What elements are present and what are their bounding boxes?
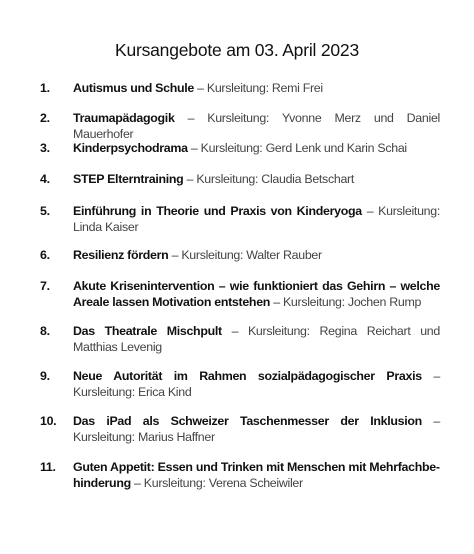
course-item [40,247,440,263]
course-title: Akute Krisenintervention – wie funktioniert das Gehirn – welche Areale lassen Motivation entstehen [73,279,440,309]
course-lead: Kursleitung: Linda Kaiser [73,204,440,234]
course-item [40,413,440,445]
course-number: 1. [40,81,50,95]
separator: – [421,414,440,428]
course-lead: Kursleitung: Jochen Rump [282,295,422,309]
course-title: Neue Autorität im Rahmen sozialpädagogischer Praxis [73,369,422,383]
course-number: 8. [40,324,50,338]
course-number: 2. [40,111,50,125]
course-title: Autismus und Schule [73,81,194,95]
separator: – [361,204,379,218]
course-lead: Kursleitung: Yvonne Merz und Daniel Mauerhofer [73,111,440,141]
course-title: Kinderpsychodrama [73,141,188,155]
course-item [40,80,440,96]
course-item [40,171,440,187]
course-text [73,323,440,355]
course-number: 5. [40,204,50,218]
page-title: Kursangebote am 03. April 2023 [114,40,360,60]
course-title: Das iPad als Schweizer Taschenmesser der Inklusion [73,414,422,428]
separator: – [193,81,207,95]
course-number: 4. [40,172,50,186]
separator: – [183,172,197,186]
course-title: Resilienz fördern [73,248,169,262]
course-text [73,278,440,310]
course-title: Das Theatrale Mischpult [73,324,222,338]
course-text [73,247,440,263]
course-lead: Kursleitung: Erica Kind [73,385,192,399]
course-number: 7. [40,279,50,293]
separator: – [421,369,441,383]
separator: – [168,248,182,262]
course-text [73,140,440,156]
course-item [40,110,440,142]
course-lead: Kursleitung: Walter Rauber [181,248,322,262]
course-lead: Kursleitung: Marius Haffner [73,430,215,444]
course-lead: Kursleitung: Claudia Betschart [196,172,355,186]
course-lead: Kursleitung: Gerd Lenk und Karin Schai [200,141,407,155]
course-lead: Kursleitung: Regina Reichart und Matthias Levenig [73,324,440,354]
course-item [40,323,440,355]
course-text [73,203,440,235]
course-title: Einführung in Theorie und Praxis von Kinderyoga [73,204,362,218]
course-item [40,140,440,156]
course-text [73,413,440,445]
course-text [73,459,440,491]
course-text [73,171,440,187]
separator: – [130,476,144,490]
course-title: Traumapädagogik [73,111,175,125]
course-text [73,80,440,96]
course-number: 6. [40,248,50,262]
course-number: 9. [40,369,50,383]
separator: – [270,295,283,309]
course-number: 3. [40,141,50,155]
course-title: STEP Elterntraining [73,172,184,186]
course-number: 10. [40,414,57,428]
separator: – [187,141,201,155]
course-text [73,110,440,142]
course-item [40,368,440,400]
course-number: 11. [40,460,56,474]
course-text [73,368,440,400]
course-item [40,459,440,491]
separator: – [174,111,208,125]
course-title: Guten Appetit: Essen und Trinken mit Menschen mit Mehrfachbehinderung [73,460,440,490]
course-lead: Kursleitung: Remi Frei [206,81,323,95]
course-lead: Kursleitung: Verena Scheiwiler [143,476,303,490]
separator: – [221,324,248,338]
course-item [40,278,440,310]
course-item [40,203,440,235]
